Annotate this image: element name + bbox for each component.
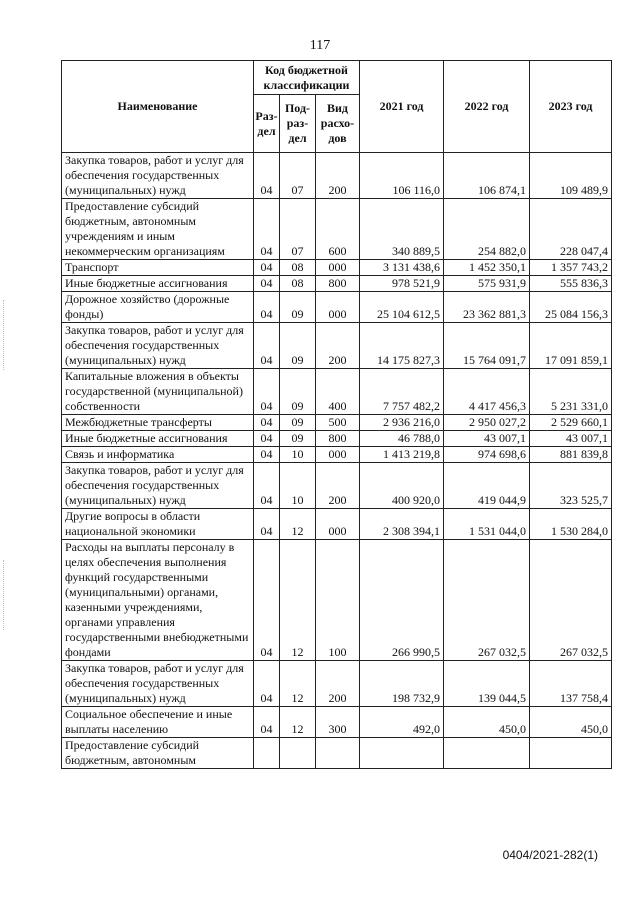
cell-podrazdel: 12 — [280, 661, 316, 707]
cell-y2021: 198 732,9 — [360, 661, 444, 707]
cell-podrazdel: 10 — [280, 447, 316, 463]
cell-podrazdel: 07 — [280, 153, 316, 199]
cell-name: Другие вопросы в области национальной экономики — [62, 509, 254, 540]
cell-name: Дорожное хозяйство (дорожные фонды) — [62, 292, 254, 323]
cell-y2022: 106 874,1 — [444, 153, 530, 199]
cell-y2022: 43 007,1 — [444, 431, 530, 447]
cell-y2023: 2 529 660,1 — [530, 415, 612, 431]
cell-razdel: 04 — [254, 463, 280, 509]
cell-y2022: 139 044,5 — [444, 661, 530, 707]
cell-y2021: 106 116,0 — [360, 153, 444, 199]
cell-podrazdel: 10 — [280, 463, 316, 509]
cell-name: Закупка товаров, работ и услуг для обеспечения государственных (муниципальных) нужд — [62, 463, 254, 509]
table-row — [62, 540, 612, 661]
cell-razdel: 04 — [254, 415, 280, 431]
cell-razdel: 04 — [254, 292, 280, 323]
cell-razdel: 04 — [254, 540, 280, 661]
document-id: 0404/2021-282(1) — [502, 848, 598, 862]
cell-y2023: 109 489,9 — [530, 153, 612, 199]
cell-podrazdel: 09 — [280, 415, 316, 431]
cell-vid: 200 — [316, 661, 360, 707]
cell-y2022: 4 417 456,3 — [444, 369, 530, 415]
cell-y2021: 2 308 394,1 — [360, 509, 444, 540]
cell-podrazdel: 07 — [280, 199, 316, 260]
table-row — [62, 707, 612, 738]
header-name: Наименование — [62, 61, 254, 153]
cell-y2021 — [360, 738, 444, 769]
cell-razdel: 04 — [254, 369, 280, 415]
cell-y2023: 1 530 284,0 — [530, 509, 612, 540]
cell-razdel: 04 — [254, 509, 280, 540]
cell-y2022: 15 764 091,7 — [444, 323, 530, 369]
cell-vid: 800 — [316, 431, 360, 447]
cell-razdel: 04 — [254, 260, 280, 276]
cell-podrazdel: 12 — [280, 540, 316, 661]
cell-razdel: 04 — [254, 323, 280, 369]
cell-vid: 000 — [316, 447, 360, 463]
cell-name: Закупка товаров, работ и услуг для обеспечения государственных (муниципальных) нужд — [62, 323, 254, 369]
cell-y2022: 450,0 — [444, 707, 530, 738]
margin-scan-mark — [3, 300, 4, 370]
cell-y2021: 2 936 216,0 — [360, 415, 444, 431]
cell-y2023: 17 091 859,1 — [530, 323, 612, 369]
cell-y2021: 3 131 438,6 — [360, 260, 444, 276]
margin-scan-mark — [3, 560, 4, 630]
cell-name: Социальное обеспечение и иные выплаты населению — [62, 707, 254, 738]
cell-name: Закупка товаров, работ и услуг для обеспечения государственных (муниципальных) нужд — [62, 661, 254, 707]
cell-name: Предоставление субсидий бюджетным, автономным — [62, 738, 254, 769]
cell-vid: 400 — [316, 369, 360, 415]
table-row — [62, 199, 612, 260]
cell-name: Иные бюджетные ассигнования — [62, 431, 254, 447]
table-row — [62, 292, 612, 323]
cell-y2023: 137 758,4 — [530, 661, 612, 707]
table-row — [62, 463, 612, 509]
cell-name: Иные бюджетные ассигнования — [62, 276, 254, 292]
cell-vid: 500 — [316, 415, 360, 431]
cell-y2022: 1 531 044,0 — [444, 509, 530, 540]
cell-podrazdel: 09 — [280, 323, 316, 369]
cell-razdel: 04 — [254, 276, 280, 292]
cell-name: Расходы на выплаты персоналу в целях обеспечения выполнения функций государственными (муниципальными) органами, казенными учреждениями, органами управления государственными внебюджетными фондами — [62, 540, 254, 661]
cell-y2021: 492,0 — [360, 707, 444, 738]
table-row — [62, 431, 612, 447]
cell-y2021: 978 521,9 — [360, 276, 444, 292]
cell-y2023: 43 007,1 — [530, 431, 612, 447]
cell-name: Закупка товаров, работ и услуг для обеспечения государственных (муниципальных) нужд — [62, 153, 254, 199]
cell-razdel: 04 — [254, 447, 280, 463]
table-row — [62, 509, 612, 540]
cell-y2021: 7 757 482,2 — [360, 369, 444, 415]
cell-name: Межбюджетные трансферты — [62, 415, 254, 431]
cell-vid: 800 — [316, 276, 360, 292]
table-body — [62, 153, 612, 769]
cell-razdel: 04 — [254, 707, 280, 738]
table-row — [62, 661, 612, 707]
cell-y2023: 450,0 — [530, 707, 612, 738]
cell-y2021: 340 889,5 — [360, 199, 444, 260]
cell-y2022 — [444, 738, 530, 769]
cell-y2022: 419 044,9 — [444, 463, 530, 509]
cell-razdel: 04 — [254, 661, 280, 707]
cell-vid: 300 — [316, 707, 360, 738]
header-podrazdel: Под-раз-дел — [280, 95, 316, 153]
cell-vid: 000 — [316, 292, 360, 323]
table-row — [62, 369, 612, 415]
cell-razdel — [254, 738, 280, 769]
table-row — [62, 323, 612, 369]
cell-y2021: 1 413 219,8 — [360, 447, 444, 463]
cell-vid — [316, 738, 360, 769]
cell-y2023 — [530, 738, 612, 769]
cell-vid: 100 — [316, 540, 360, 661]
cell-name: Связь и информатика — [62, 447, 254, 463]
cell-podrazdel: 08 — [280, 276, 316, 292]
cell-vid: 200 — [316, 323, 360, 369]
page-number: 117 — [309, 38, 331, 53]
header-code-group: Код бюджетной классификации — [254, 61, 360, 95]
cell-podrazdel: 09 — [280, 369, 316, 415]
table-row — [62, 276, 612, 292]
cell-y2022: 23 362 881,3 — [444, 292, 530, 323]
cell-vid: 200 — [316, 153, 360, 199]
header-vid: Вид расхо-дов — [316, 95, 360, 153]
cell-podrazdel: 09 — [280, 431, 316, 447]
cell-y2023: 25 084 156,3 — [530, 292, 612, 323]
cell-y2021: 46 788,0 — [360, 431, 444, 447]
header-year-2022: 2022 год — [444, 61, 530, 153]
cell-y2022: 575 931,9 — [444, 276, 530, 292]
cell-name: Транспорт — [62, 260, 254, 276]
cell-y2022: 267 032,5 — [444, 540, 530, 661]
cell-y2023: 267 032,5 — [530, 540, 612, 661]
cell-podrazdel: 09 — [280, 292, 316, 323]
budget-table — [61, 60, 612, 769]
cell-vid: 200 — [316, 463, 360, 509]
cell-podrazdel: 08 — [280, 260, 316, 276]
cell-y2023: 323 525,7 — [530, 463, 612, 509]
cell-razdel: 04 — [254, 199, 280, 260]
table-row — [62, 415, 612, 431]
table-row — [62, 260, 612, 276]
header-year-2021: 2021 год — [360, 61, 444, 153]
table-row — [62, 447, 612, 463]
cell-podrazdel — [280, 738, 316, 769]
cell-name: Капитальные вложения в объекты государственной (муниципальной) собственности — [62, 369, 254, 415]
cell-y2023: 228 047,4 — [530, 199, 612, 260]
cell-y2021: 266 990,5 — [360, 540, 444, 661]
cell-name: Предоставление субсидий бюджетным, автономным учреждениям и иным некоммерческим организациям — [62, 199, 254, 260]
cell-y2023: 1 357 743,2 — [530, 260, 612, 276]
cell-y2023: 5 231 331,0 — [530, 369, 612, 415]
cell-vid: 000 — [316, 509, 360, 540]
cell-podrazdel: 12 — [280, 707, 316, 738]
cell-podrazdel: 12 — [280, 509, 316, 540]
cell-y2022: 254 882,0 — [444, 199, 530, 260]
cell-y2021: 14 175 827,3 — [360, 323, 444, 369]
table-row — [62, 153, 612, 199]
cell-vid: 600 — [316, 199, 360, 260]
table-header — [62, 61, 612, 153]
cell-y2022: 974 698,6 — [444, 447, 530, 463]
header-razdel: Раз-дел — [254, 95, 280, 153]
table-row — [62, 738, 612, 769]
cell-y2023: 881 839,8 — [530, 447, 612, 463]
cell-y2021: 25 104 612,5 — [360, 292, 444, 323]
cell-vid: 000 — [316, 260, 360, 276]
cell-y2022: 1 452 350,1 — [444, 260, 530, 276]
cell-y2021: 400 920,0 — [360, 463, 444, 509]
cell-y2022: 2 950 027,2 — [444, 415, 530, 431]
header-year-2023: 2023 год — [530, 61, 612, 153]
cell-y2023: 555 836,3 — [530, 276, 612, 292]
cell-razdel: 04 — [254, 431, 280, 447]
cell-razdel: 04 — [254, 153, 280, 199]
